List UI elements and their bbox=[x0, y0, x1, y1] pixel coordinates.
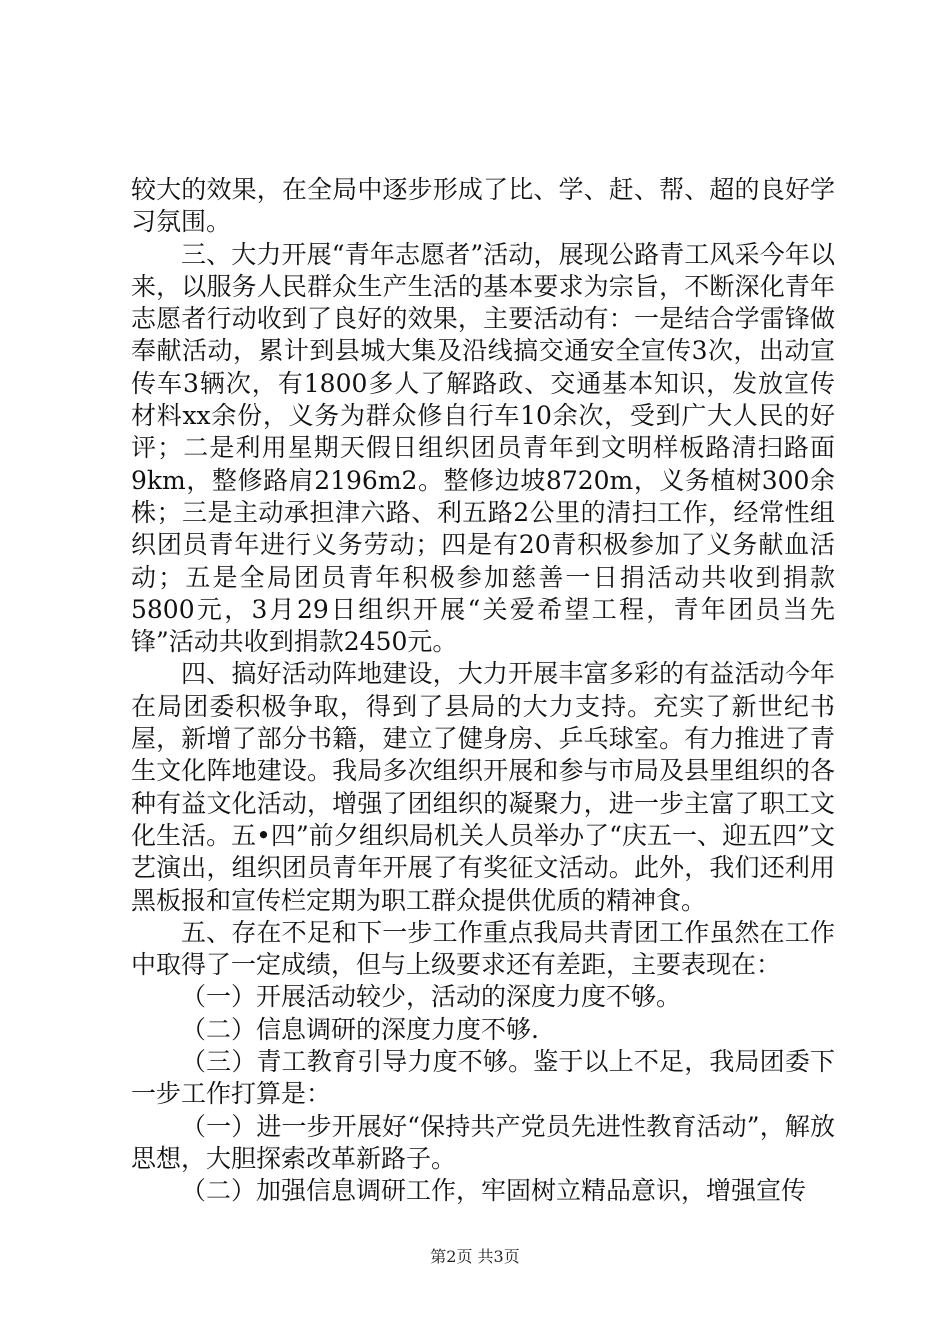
paragraph-continuation: 较大的效果，在全局中逐步形成了比、学、赶、帮、超的良好学习氛围。 bbox=[131, 175, 835, 237]
paragraph-section-3: 三、大力开展“青年志愿者”活动，展现公路青工风采今年以来，以服务人民群众生产生活的基本要求为宗旨，不断深化青年志愿者行动收到了良好的效果，主要活动有：一是结合学雷锋做奉献活动，累计到县城大集及沿线搞交通安全宣传3次，出动宣传车3辆次，有1800多人了解路政、交通基本知识，发放宣传材料xx余份，义务为群众修自行车10余次，受到广大人民的好评；二是利用星期天假日组织团员青年到文明样板路清扫路面9km，整修路肩2196m2。整修边坡8720m，义务植树300余株；三是主动承担津六路、利五路2公里的清扫工作，经常性组织团员青年进行义务劳动；四是有20青积极参加了义务献血活动；五是全局团员青年积极参加慈善一日捐活动共收到捐款5800元，3月29日组织开展“关爱希望工程，青年团员当先锋”活动共收到捐款2450元。 bbox=[131, 239, 835, 657]
document-body bbox=[131, 174, 835, 1208]
list-item-shortcoming-3: （三）青工教育引导力度不够。鉴于以上不足，我局团委下一步工作打算是： bbox=[131, 1047, 835, 1109]
paragraph-section-5: 五、存在不足和下一步工作重点我局共青团工作虽然在工作中取得了一定成绩，但与上级要求还有差距，主要表现在： bbox=[131, 917, 835, 980]
page-number-footer: 第2页 共3页 bbox=[430, 1247, 520, 1266]
list-item-shortcoming-1: （一）开展活动较少，活动的深度力度不够。 bbox=[181, 982, 682, 1012]
list-item-plan-2: （二）加强信息调研工作，牢固树立精品意识，增强宣传 bbox=[181, 1176, 807, 1206]
list-item-shortcoming-2: （二）信息调研的深度力度不够. bbox=[181, 1014, 539, 1044]
paragraph-section-4: 四、搞好活动阵地建设，大力开展丰富多彩的有益活动今年在局团委积极争取，得到了县局的大力支持。充实了新世纪书屋，新增了部分书籍，建立了健身房、乒乓球室。有力推进了青生文化阵地建设。我局多次组织开展和参与市局及县里组织的各种有益文化活动，增强了团组织的凝聚力，进一步主富了职工文化生活。五•四”前夕组织局机关人员举办了“庆五一、迎五四”文艺演出，组织团员青年开展了有奖征文活动。此外，我们还利用黑板报和宣传栏定期为职工群众提供优质的精神食。 bbox=[131, 659, 835, 915]
list-item-plan-1: （一）进一步开展好“保持共产党员先进性教育活动”，解放思想，大胆探索改革新路子。 bbox=[131, 1111, 835, 1173]
